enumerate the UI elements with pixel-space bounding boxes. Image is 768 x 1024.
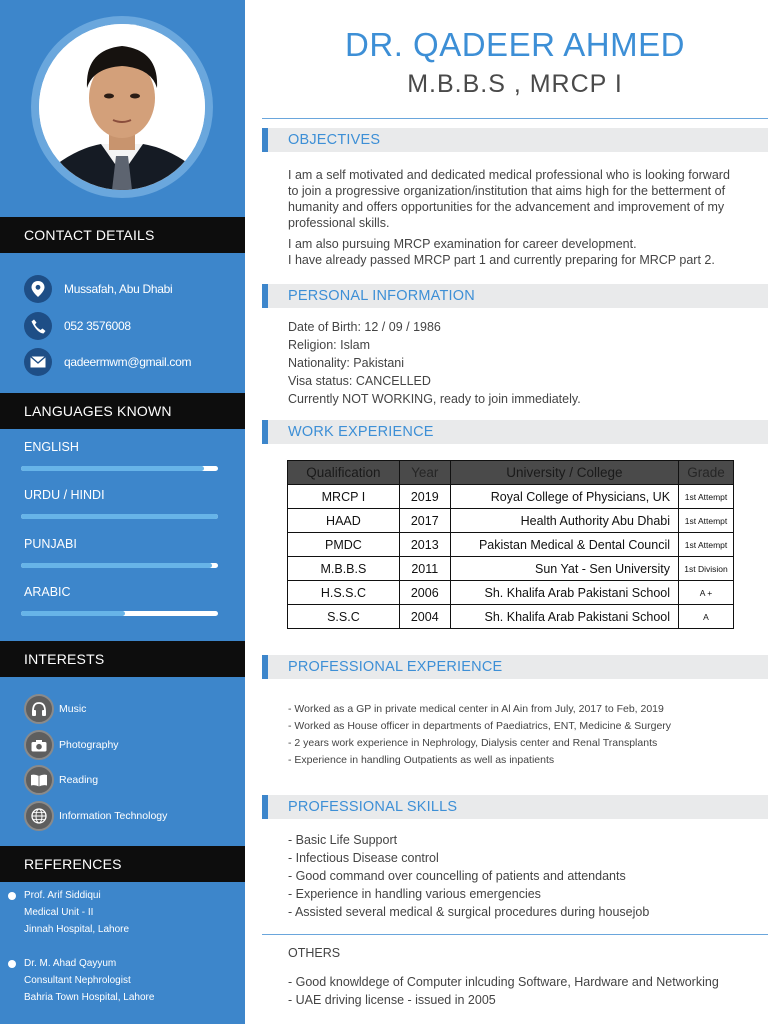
contact-email-text: qadeermwm@gmail.com bbox=[64, 355, 192, 369]
table-cell: 2011 bbox=[399, 557, 450, 581]
bullet-icon bbox=[8, 960, 16, 968]
interest-music bbox=[24, 695, 86, 723]
sidebar bbox=[0, 0, 245, 1024]
table-cell: 1st Division bbox=[679, 557, 734, 581]
table-header-cell: University / College bbox=[450, 461, 678, 485]
table-cell: A + bbox=[679, 581, 734, 605]
phone-icon bbox=[24, 312, 52, 340]
contact-phone-text: 052 3576008 bbox=[64, 319, 131, 333]
section-title: PROFESSIONAL EXPERIENCE bbox=[288, 659, 503, 675]
table-cell: Sh. Khalifa Arab Pakistani School bbox=[450, 581, 678, 605]
language-level-fill bbox=[21, 563, 212, 568]
table-cell: Pakistan Medical & Dental Council bbox=[450, 533, 678, 557]
section-title: OBJECTIVES bbox=[288, 132, 381, 148]
table-cell: 1st Attempt bbox=[679, 533, 734, 557]
contact-address bbox=[24, 275, 172, 303]
location-pin-icon bbox=[24, 275, 52, 303]
profile-photo-illustration bbox=[39, 24, 205, 190]
table-cell: Sun Yat - Sen University bbox=[450, 557, 678, 581]
language-level-fill bbox=[21, 611, 125, 616]
reference-title: Consultant Nephrologist bbox=[24, 975, 131, 986]
professional-experience-list bbox=[288, 701, 738, 769]
table-cell: 1st Attempt bbox=[679, 485, 734, 509]
table-row bbox=[288, 509, 734, 533]
candidate-degree: M.B.B.S , MRCP I bbox=[407, 70, 623, 98]
table-cell: 2006 bbox=[399, 581, 450, 605]
personal-info-list bbox=[288, 318, 738, 408]
reference-place: Jinnah Hospital, Lahore bbox=[24, 924, 130, 935]
reference-name: Dr. M. Ahad Qayyum bbox=[24, 958, 117, 969]
table-cell: 2004 bbox=[399, 605, 450, 629]
section-marker bbox=[262, 420, 268, 444]
references-heading: REFERENCES bbox=[0, 846, 245, 882]
reference-name: Prof. Arif Siddiqui bbox=[24, 890, 101, 901]
table-cell: PMDC bbox=[288, 533, 400, 557]
header-divider bbox=[262, 118, 768, 119]
others-list bbox=[288, 973, 738, 1009]
table-cell: 2017 bbox=[399, 509, 450, 533]
list-item: - UAE driving license - issued in 2005 bbox=[288, 993, 496, 1007]
section-title: PERSONAL INFORMATION bbox=[288, 288, 475, 304]
interest-label: Photography bbox=[59, 739, 119, 751]
globe-icon bbox=[24, 801, 54, 831]
language-name: URDU / HINDI bbox=[24, 488, 105, 502]
table-row bbox=[288, 533, 734, 557]
table-cell: M.B.B.S bbox=[288, 557, 400, 581]
table-header-row bbox=[288, 461, 734, 485]
list-item: - 2 years work experience in Nephrology, Dialysis center and Renal Transplants bbox=[288, 737, 658, 749]
list-item: - Worked as a GP in private medical center in Al Ain from July, 2017 to Feb, 2019 bbox=[288, 703, 664, 715]
contact-address-text: Mussafah, Abu Dhabi bbox=[64, 282, 173, 296]
table-row bbox=[288, 557, 734, 581]
list-item: - Experience in handling Outpatients as well as inpatients bbox=[288, 754, 555, 766]
language-level-fill bbox=[21, 466, 204, 471]
professional-skills-section-header bbox=[262, 795, 768, 819]
table-cell: S.S.C bbox=[288, 605, 400, 629]
language-level-fill bbox=[21, 514, 218, 519]
language-name: ARABIC bbox=[24, 585, 71, 599]
list-item: - Experience in handling various emergencies bbox=[288, 887, 541, 901]
reference-place: Bahria Town Hospital, Lahore bbox=[24, 992, 155, 1003]
table-cell: A bbox=[679, 605, 734, 629]
mail-icon bbox=[24, 348, 52, 376]
section-marker bbox=[262, 128, 268, 152]
contact-details-heading: CONTACT DETAILS bbox=[0, 217, 245, 253]
qualification-table bbox=[287, 460, 734, 629]
table-cell: MRCP I bbox=[288, 485, 400, 509]
table-cell: HAAD bbox=[288, 509, 400, 533]
objectives-paragraph-2 bbox=[288, 236, 738, 268]
professional-skills-list bbox=[288, 831, 738, 921]
list-item: - Good command over councelling of patients and attendants bbox=[288, 869, 626, 883]
language-level-bar bbox=[21, 563, 218, 568]
interest-photography bbox=[24, 731, 119, 759]
list-item: - Basic Life Support bbox=[288, 833, 398, 847]
table-cell: Royal College of Physicians, UK bbox=[450, 485, 678, 509]
candidate-name: DR. QADEER AHMED bbox=[345, 26, 685, 63]
language-level-bar bbox=[21, 466, 218, 471]
personal-info-line: Nationality: Pakistani bbox=[288, 356, 405, 370]
reference-title: Medical Unit - II bbox=[24, 907, 94, 918]
languages-heading: LANGUAGES KNOWN bbox=[0, 393, 245, 429]
table-cell: 2013 bbox=[399, 533, 450, 557]
headphones-icon bbox=[24, 694, 54, 724]
objectives-section-header bbox=[262, 128, 768, 152]
list-item: - Good knowldege of Computer inlcuding Software, Hardware and Networking bbox=[288, 975, 719, 989]
language-name: PUNJABI bbox=[24, 537, 77, 551]
section-title: PROFESSIONAL SKILLS bbox=[288, 799, 458, 815]
bullet-icon bbox=[8, 892, 16, 900]
interests-heading: INTERESTS bbox=[0, 641, 245, 677]
interest-it bbox=[24, 802, 167, 830]
table-row bbox=[288, 485, 734, 509]
section-title: WORK EXPERIENCE bbox=[288, 424, 434, 440]
table-row bbox=[288, 581, 734, 605]
language-level-bar bbox=[21, 611, 218, 616]
contact-phone bbox=[24, 312, 131, 340]
table-header-cell: Qualification bbox=[288, 461, 400, 485]
table-cell: 1st Attempt bbox=[679, 509, 734, 533]
table-cell: H.S.S.C bbox=[288, 581, 400, 605]
table-cell: Health Authority Abu Dhabi bbox=[450, 509, 678, 533]
list-item: - Worked as House officer in departments of Paediatrics, ENT, Medicine & Surgery bbox=[288, 720, 672, 732]
objectives-paragraph-1: I am a self motivated and dedicated medical professional who is looking forward to join a progressive organization/institution that aims high for the betterment of humanity and offers opportunities for the advancement and improvement of my professional skills. bbox=[288, 168, 730, 230]
personal-info-section-header bbox=[262, 284, 768, 308]
personal-info-line: Currently NOT WORKING, ready to join immediately. bbox=[288, 392, 581, 406]
objectives-line: I have already passed MRCP part 1 and currently preparing for MRCP part 2. bbox=[288, 253, 715, 267]
language-name: ENGLISH bbox=[24, 440, 79, 454]
section-marker bbox=[262, 284, 268, 308]
reference-item bbox=[8, 955, 154, 1006]
interest-reading bbox=[24, 766, 98, 794]
list-item: - Infectious Disease control bbox=[288, 851, 439, 865]
camera-icon bbox=[24, 730, 54, 760]
table-row bbox=[288, 605, 734, 629]
work-experience-section-header bbox=[262, 420, 768, 444]
contact-email bbox=[24, 348, 191, 376]
objectives-line: I am also pursuing MRCP examination for career development. bbox=[288, 237, 637, 251]
professional-experience-section-header bbox=[262, 655, 768, 679]
personal-info-line: Visa status: CANCELLED bbox=[288, 374, 431, 388]
others-title: OTHERS bbox=[288, 946, 341, 960]
profile-photo bbox=[39, 24, 205, 190]
interest-label: Information Technology bbox=[59, 810, 168, 822]
personal-info-line: Date of Birth: 12 / 09 / 1986 bbox=[288, 320, 441, 334]
book-icon bbox=[24, 765, 54, 795]
table-header-cell: Year bbox=[399, 461, 450, 485]
interest-label: Music bbox=[59, 703, 87, 715]
section-marker bbox=[262, 655, 268, 679]
personal-info-line: Religion: Islam bbox=[288, 338, 370, 352]
table-cell: 2019 bbox=[399, 485, 450, 509]
interest-label: Reading bbox=[59, 774, 99, 786]
list-item: - Assisted several medical & surgical procedures during housejob bbox=[288, 905, 650, 919]
reference-item bbox=[8, 887, 129, 938]
table-cell: Sh. Khalifa Arab Pakistani School bbox=[450, 605, 678, 629]
section-marker bbox=[262, 795, 268, 819]
table-header-cell: Grade bbox=[679, 461, 734, 485]
others-divider bbox=[262, 934, 768, 935]
language-level-bar bbox=[21, 514, 218, 519]
